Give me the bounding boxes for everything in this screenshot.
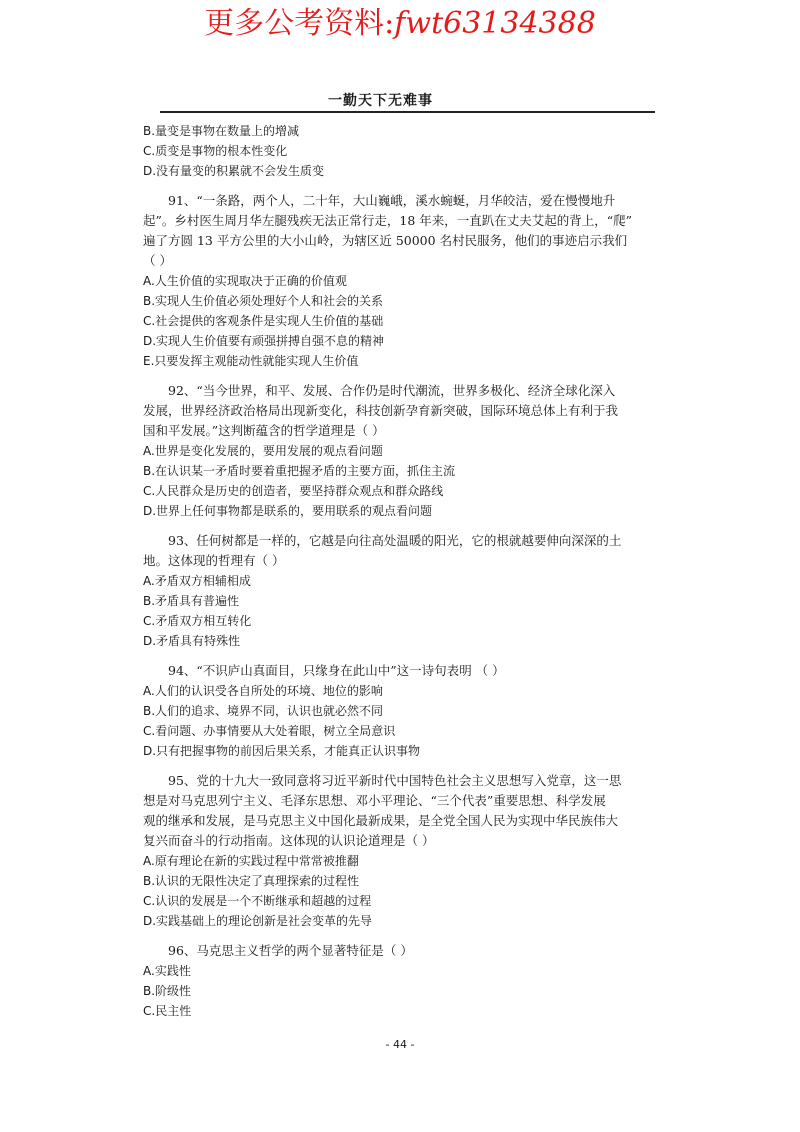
question-block — [143, 531, 663, 651]
answer-option: E.只要发挥主观能动性就能实现人生价值 — [143, 354, 359, 368]
answer-option: C.民主性 — [143, 1004, 192, 1018]
question-stem: 93、任何树都是一样的，它越是向往高处温暖的阳光，它的根就越要伸向深深的土 — [168, 533, 622, 548]
answer-option: A.实践性 — [143, 964, 191, 978]
page-content — [143, 121, 663, 1021]
answer-option: A.世界是变化发展的，要用发展的观点看问题 — [143, 444, 383, 458]
answer-option: B.矛盾具有普遍性 — [143, 594, 240, 608]
answer-option: B.阶级性 — [143, 984, 192, 998]
answer-option: D.矛盾具有特殊性 — [143, 634, 241, 648]
answer-option: B.在认识某一矛盾时要着重把握矛盾的主要方面，抓住主流 — [143, 464, 456, 478]
watermark-prefix: 更多公考资料: — [204, 6, 395, 41]
answer-option: D.实现人生价值要有顽强拼搏自强不息的精神 — [143, 334, 385, 348]
answer-option: C.矛盾双方相互转化 — [143, 614, 252, 628]
answer-option: C.质变是事物的根本性变化 — [143, 144, 288, 158]
question-stem: 91、“一条路，两个人，二十年，大山巍峨，溪水蜿蜒，月华皎洁，爱在慢慢地升 — [168, 193, 616, 208]
question-stem: 92、“当今世界，和平、发展、合作仍是时代潮流，世界多极化、经济全球化深入 — [168, 383, 616, 398]
header-rule — [160, 111, 655, 113]
answer-option: D.实践基础上的理论创新是社会变革的先导 — [143, 914, 373, 928]
question-stem-line: 发展，世界经济政治格局出现新变化，科技创新孕育新突破，国际环境总体上有利于我 — [143, 403, 619, 418]
answer-option: D.只有把握事物的前因后果关系，才能真正认识事物 — [143, 744, 421, 758]
question-stem-line: 起”。乡村医生周月华左腿残疾无法正常行走，18 年来，一直趴在丈夫艾起的背上，“爬” — [143, 213, 633, 228]
question-block — [143, 191, 663, 371]
answer-option: C.社会提供的客观条件是实现人生价值的基础 — [143, 314, 384, 328]
answer-option: A.矛盾双方相辅相成 — [143, 574, 251, 588]
question-stem-line: 地。这体现的哲理有（ ） — [143, 553, 285, 568]
answer-option: A.原有理论在新的实践过程中常常被推翻 — [143, 854, 359, 868]
question-block — [143, 941, 663, 1021]
answer-option: C.人民群众是历史的创造者，要坚持群众观点和群众路线 — [143, 484, 444, 498]
question-stem-line: 想是对马克思列宁主义、毛泽东思想、邓小平理论、“三个代表”重要思想、科学发展 — [143, 793, 606, 808]
answer-option: B.量变是事物在数量上的增减 — [143, 124, 300, 138]
page-number: - 44 - — [385, 1038, 415, 1051]
question-stem: 94、“不识庐山真面目，只缘身在此山中”这一诗句表明 （ ） — [168, 663, 505, 678]
answer-option: A.人生价值的实现取决于正确的价值观 — [143, 274, 347, 288]
answer-option: D.世界上任何事物都是联系的，要用联系的观点看问题 — [143, 504, 433, 518]
running-header-title: 一勤天下无难事 — [328, 93, 433, 109]
question-stem-line: 复兴而奋斗的行动指南。这体现的认识论道理是（ ） — [143, 833, 435, 848]
answer-option: B.认识的无限性决定了真理探索的过程性 — [143, 874, 360, 888]
question-stem-line: 遍了方圆 13 平方公里的大小山岭，为辖区近 50000 名村民服务，他们的事迹启示我们 — [143, 233, 628, 248]
answer-option: A.人们的认识受各自所处的环境、地位的影响 — [143, 684, 383, 698]
question-block — [143, 381, 663, 521]
question-stem-line: 国和平发展。”这判断蕴含的哲学道理是（ ） — [143, 423, 385, 438]
question-stem-line: 观的继承和发展，是马克思主义中国化最新成果，是全党全国人民为实现中华民族伟大 — [143, 813, 619, 828]
question-block — [143, 771, 663, 931]
answer-option: C.看问题、办事情要从大处着眼，树立全局意识 — [143, 724, 396, 738]
question-stem: 95、党的十九大一致同意将习近平新时代中国特色社会主义思想写入党章，这一思 — [168, 773, 622, 788]
answer-option: B.人们的追求、境界不同，认识也就必然不同 — [143, 704, 384, 718]
watermark-banner — [0, 2, 800, 46]
answer-option: C.认识的发展是一个不断继承和超越的过程 — [143, 894, 372, 908]
question-block — [143, 661, 663, 761]
answer-option: B.实现人生价值必须处理好个人和社会的关系 — [143, 294, 384, 308]
question-stem: 96、马克思主义哲学的两个显著特征是（ ） — [168, 943, 413, 958]
answer-option: D.没有量变的积累就不会发生质变 — [143, 164, 325, 178]
watermark-handle: fwt63134388 — [394, 6, 596, 41]
question-stem-line: （ ） — [143, 253, 172, 268]
